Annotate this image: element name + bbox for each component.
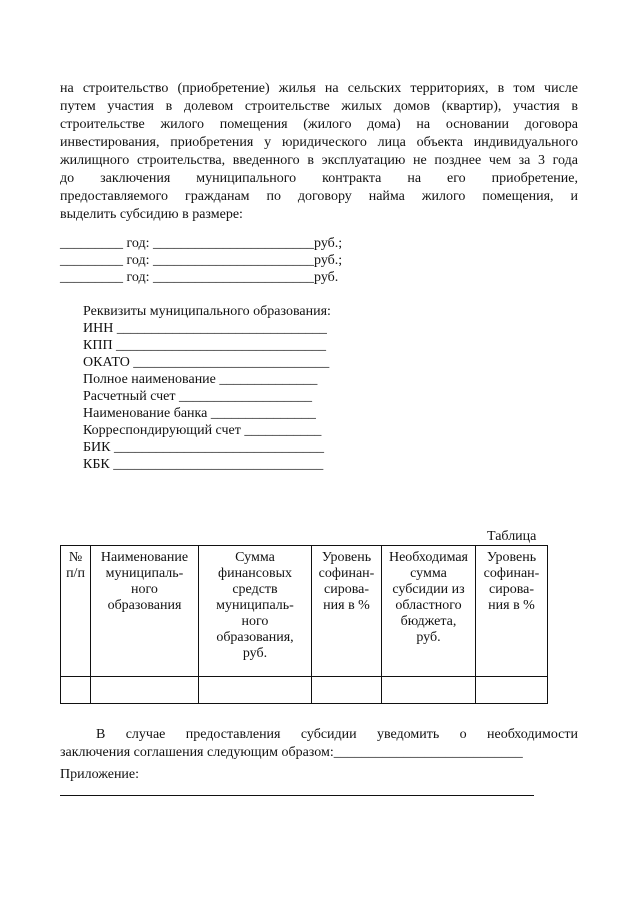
intro-line-2: путем участия в долевом строительстве жилых домов (квартир), участия в — [60, 99, 578, 114]
col-header-required-subsidy: Необходимая сумма субсидии из областного бюджета, руб. — [382, 546, 476, 677]
intro-paragraph — [60, 80, 578, 224]
year-line-1: _________ год: _______________________руб.; — [60, 236, 343, 251]
table-cell — [382, 677, 476, 704]
requisite-full-name: Полное наименование ______________ — [83, 372, 318, 387]
requisite-bank-name: Наименование банка _______________ — [83, 406, 316, 421]
intro-line-1: на строительство (приобретение) жилья на сельских территориях, в том числе — [60, 81, 578, 96]
year-line-2: _________ год: _______________________руб.; — [60, 253, 343, 268]
table-caption: Таблица — [487, 529, 537, 544]
closing-line-2: заключения соглашения следующим образом:___________________________ — [60, 745, 523, 760]
year-line-3: _________ год: _______________________руб. — [60, 270, 339, 285]
requisite-bik: БИК ______________________________ — [83, 440, 324, 455]
table-cell — [312, 677, 382, 704]
intro-line-4: инвестирования, приобретения у юридического лица объекта индивидуального — [60, 135, 578, 150]
appendix-label: Приложение: — [60, 767, 140, 782]
table-cell — [199, 677, 312, 704]
intro-line-3: строительстве жилого помещения (жилого дома) на основании договора — [60, 117, 578, 132]
intro-line-6: до заключения муниципального контракта на его приобретение, — [60, 171, 578, 186]
col-header-municipality: Наименование муниципаль- ного образования — [91, 546, 199, 677]
col-header-cofinancing-level-2: Уровень софинан- сирова- ния в % — [476, 546, 548, 677]
requisite-kpp: КПП ______________________________ — [83, 338, 327, 353]
requisite-corr-account: Корреспондирующий счет ___________ — [83, 423, 322, 438]
closing-paragraph — [60, 726, 578, 762]
subsidy-table — [60, 545, 548, 704]
intro-line-7: предоставляемого гражданам по договору найма жилого помещения, и — [60, 189, 578, 204]
col-header-cofinancing-level-1: Уровень софинан- сирова- ния в % — [312, 546, 382, 677]
table-cell — [91, 677, 199, 704]
col-header-number: № п/п — [61, 546, 91, 677]
requisite-okato: ОКАТО ____________________________ — [83, 355, 330, 370]
table-header-row — [61, 546, 548, 677]
table-cell — [476, 677, 548, 704]
requisites-heading: Реквизиты муниципального образования: — [83, 304, 331, 319]
closing-line-1: В случае предоставления субсидии уведомить о необходимости — [96, 727, 578, 742]
intro-line-8: выделить субсидию в размере: — [60, 207, 243, 222]
requisite-inn: ИНН ______________________________ — [83, 321, 327, 336]
table-cell — [61, 677, 91, 704]
requisites-block — [83, 303, 331, 473]
col-header-municipal-funds: Сумма финансовых средств муниципаль- ного образования, руб. — [199, 546, 312, 677]
table-row — [61, 677, 548, 704]
appendix-rule — [60, 795, 534, 796]
requisite-account: Расчетный счет ___________________ — [83, 389, 313, 404]
intro-line-5: жилищного строительства, введенного в эксплуатацию не позднее чем за 3 года — [60, 153, 578, 168]
requisite-kbk: КБК ______________________________ — [83, 457, 324, 472]
